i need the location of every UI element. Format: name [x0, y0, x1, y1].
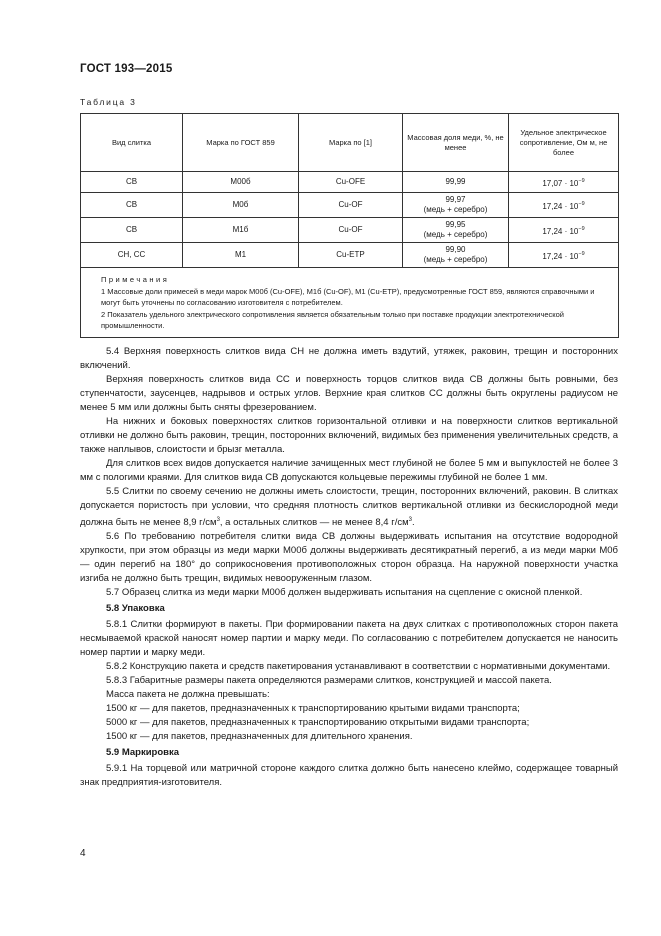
cell-resistivity: $17,24 \cdot 10^{-9}$ — [509, 218, 619, 243]
paragraph: 5000 кг — для пакетов, предназначенных к транспортированию открытыми видами транспорта; — [106, 717, 530, 728]
cell-type: СВ — [81, 172, 183, 193]
note-item: 1 Массовые доли примесей в меди марок М00б (Cu-OFE), М1б (Cu-OF), М1 (Cu-ETP), предусмотренные ГОСТ 859, являются справочными и могут быть уточнены по согласованию изготовителя с потребителем. — [101, 286, 595, 307]
cell-type: СВ — [81, 218, 183, 243]
notes-heading: Примечания — [101, 275, 170, 284]
paragraph: 5.6 По требованию потребителя слитки вида СВ должны выдерживать испытания на отсутствие водородной хрупкости, при этом образцы из меди марки М00б должны выдерживать десятикратный перегиб, а из меди марки М0б — один перегиб на 180° до соприкосновения противоположных сторон образца. На наружной поверхности участка изгиба не должно быть трещин, видимых невооруженным глазом. — [80, 531, 618, 584]
paragraph: Для слитков всех видов допускается наличие зачищенных мест глубиной не более 5 мм и выпуклостей не более 3 мм с пологими краями. Для слитков вида СВ допускаются кольцевые пережимы глубиной не более 1 мм. — [80, 458, 618, 483]
cell-ref-grade: Cu-OF — [299, 193, 403, 218]
column-header: Марка по [1] — [299, 114, 403, 172]
table-row — [81, 218, 619, 243]
paragraph: 5.8.3 Габаритные размеры пакета определяются размерами слитков, конструкцией и массой пакета. — [106, 675, 552, 686]
paragraph: 1500 кг — для пакетов, предназначенных к транспортированию крытыми видами транспорта; — [106, 703, 520, 714]
paragraph: 5.8.2 Конструкцию пакета и средств пакетирования устанавливают в соответствии с нормативными документами. — [106, 661, 611, 672]
table-notes-row — [81, 268, 619, 338]
column-header: Вид слитка — [81, 114, 183, 172]
cell-copper: 99,90 (медь + серебро) — [403, 243, 509, 268]
paragraph: 5.8.1 Слитки формируют в пакеты. При формировании пакета на двух слитках с противоположных сторон пакета несмываемой краской наносят номер партии и марку меди. По согласованию с потребителем допускается не наносить номер партии и марку меди. — [80, 619, 618, 658]
cell-gost-grade: М1 — [183, 243, 299, 268]
document-title: ГОСТ 193—2015 — [80, 63, 173, 75]
paragraph: На нижних и боковых поверхностях слитков горизонтальной отливки и на поверхности слитков вертикальной отливки не должно быть раковин, трещин, посторонних включений, видимых без применения увеличительных средств, а также наплывов, слоистости и брызг металла. — [80, 416, 618, 455]
cell-copper: 99,95 (медь + серебро) — [403, 218, 509, 243]
paragraph: 5.5 Слитки по своему сечению не должны иметь слоистости, трещин, посторонних включений, раковин. В слитках допускается пористость при условии, что средняя плотность слитков вертикальной отливки из бескислородной меди должна быть не менее 8,9 $г/см^3$, а остальных слитков — не менее 8,4 $г/см^3$. — [80, 486, 618, 528]
table-row — [81, 172, 619, 193]
cell-gost-grade: М1б — [183, 218, 299, 243]
table-caption: Таблица 3 — [80, 97, 137, 107]
column-header: Массовая доля меди, %, не менее — [403, 114, 509, 172]
properties-table — [80, 113, 619, 338]
paragraph: Верхняя поверхность слитков вида СС и поверхность торцов слитков вида СВ должны быть ровными, без ступенчатости, заусенцев, надрывов и острых углов. Верхние края слитков СС должны быть округлены радиусом не менее 5 мм или должны быть сняты фрезерованием. — [80, 374, 618, 413]
paragraph: 5.7 Образец слитка из меди марки М00б должен выдерживать испытания на сцепление с окисной пленкой. — [106, 587, 583, 598]
cell-ref-grade: Cu-OF — [299, 218, 403, 243]
paragraph: 5.9.1 На торцевой или матричной стороне каждого слитка должно быть нанесено клеймо, содержащее товарный знак предприятия-изготовителя. — [80, 763, 618, 788]
note-item: 2 Показатель удельного электрического сопротивления является обязательным только при поставке продукции электротехнической промышленности. — [101, 309, 565, 330]
table-notes — [81, 268, 619, 338]
cell-type: СВ — [81, 193, 183, 218]
column-header: Марка по ГОСТ 859 — [183, 114, 299, 172]
paragraph: 5.4 Верхняя поверхность слитков вида СН не должна иметь вздутий, утяжек, раковин, трещин и посторонних включений. — [80, 346, 618, 371]
table-row — [81, 243, 619, 268]
cell-copper: 99,99 — [403, 172, 509, 193]
paragraph: Масса пакета не должна превышать: — [106, 689, 270, 700]
cell-resistivity: $17,07 \cdot 10^{-9}$ — [509, 172, 619, 193]
table-row — [81, 193, 619, 218]
table-header-row — [81, 114, 619, 172]
paragraph: 1500 кг — для пакетов, предназначенных для длительного хранения. — [106, 731, 413, 742]
cell-resistivity: $17,24 \cdot 10^{-9}$ — [509, 193, 619, 218]
cell-gost-grade: М00б — [183, 172, 299, 193]
document-body — [80, 345, 618, 790]
section-heading: 5.9 Маркировка — [106, 747, 180, 758]
section-heading: 5.8 Упаковка — [106, 603, 165, 614]
column-header: Удельное электрическое сопротивление, Ом м, не более — [509, 114, 619, 172]
cell-resistivity: $17,24 \cdot 10^{-9}$ — [509, 243, 619, 268]
cell-ref-grade: Cu-ETP — [299, 243, 403, 268]
page-number: 4 — [80, 848, 86, 859]
cell-ref-grade: Cu-OFE — [299, 172, 403, 193]
cell-type: СН, СС — [81, 243, 183, 268]
cell-gost-grade: М0б — [183, 193, 299, 218]
cell-copper: 99,97 (медь + серебро) — [403, 193, 509, 218]
